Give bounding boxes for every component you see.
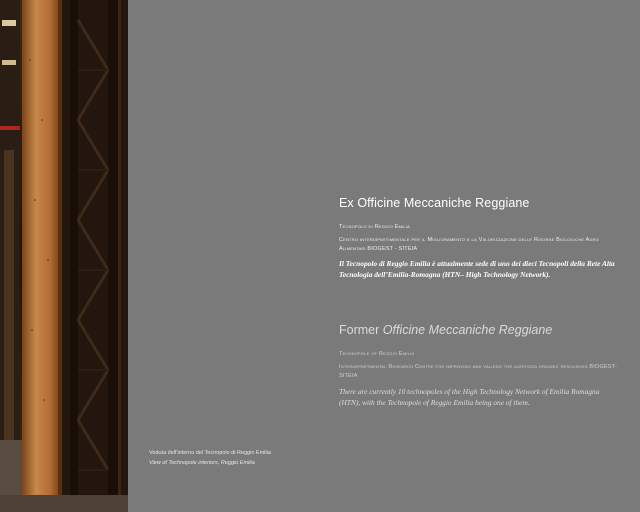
- interior-photo: [0, 0, 128, 512]
- english-body-block: [339, 387, 621, 408]
- italian-body: Il Tecnopolo di Reggio Emilia è attualmente sede di uno dei dieci Tecnopoli della Rete Alta Tecnologia dell’Emilia-Romagna (HTN– High Technology Network).: [339, 259, 615, 279]
- italian-subtitle: Tecnopolo di Reggio Emilia: [339, 224, 411, 230]
- english-section: [339, 323, 619, 337]
- english-body: There are currently 10 technopoles of the High Technology Network of Emilia Romagna (HTN), with the Technopole of Reggio Emilia being one of them.: [339, 387, 600, 407]
- caption-english: View of Technopole interiors, Reggio Emilia: [149, 460, 255, 466]
- italian-subtitle-block: [339, 223, 619, 232]
- english-centre: Interdepartmental Research Centre for improving and valuing the agrifood organic resources BIOGEST-SITEIA: [339, 364, 618, 379]
- english-title-prefix: Former: [339, 323, 383, 337]
- english-subtitle: Technopole of Reggio Emilia: [339, 351, 415, 357]
- english-centre-block: [339, 363, 621, 380]
- photo-caption: [149, 448, 349, 468]
- english-title: [339, 323, 619, 337]
- english-subtitle-block: [339, 350, 619, 359]
- italian-section: [339, 196, 619, 210]
- italian-title: Ex Officine Meccaniche Reggiane: [339, 196, 530, 210]
- english-title-italic: Officine Meccaniche Reggiane: [382, 323, 553, 337]
- italian-centre-block: [339, 236, 621, 253]
- italian-body-block: [339, 259, 621, 280]
- caption-italian: Veduta dell’interno del Tecnopolo di Reggio Emilia: [149, 450, 271, 456]
- italian-centre: Centro interdipartimentale per il Miglioramento e la Valorizzazione delle Risorse Biologiche Agro Alimentari BIOGEST - SITEIA: [339, 237, 600, 252]
